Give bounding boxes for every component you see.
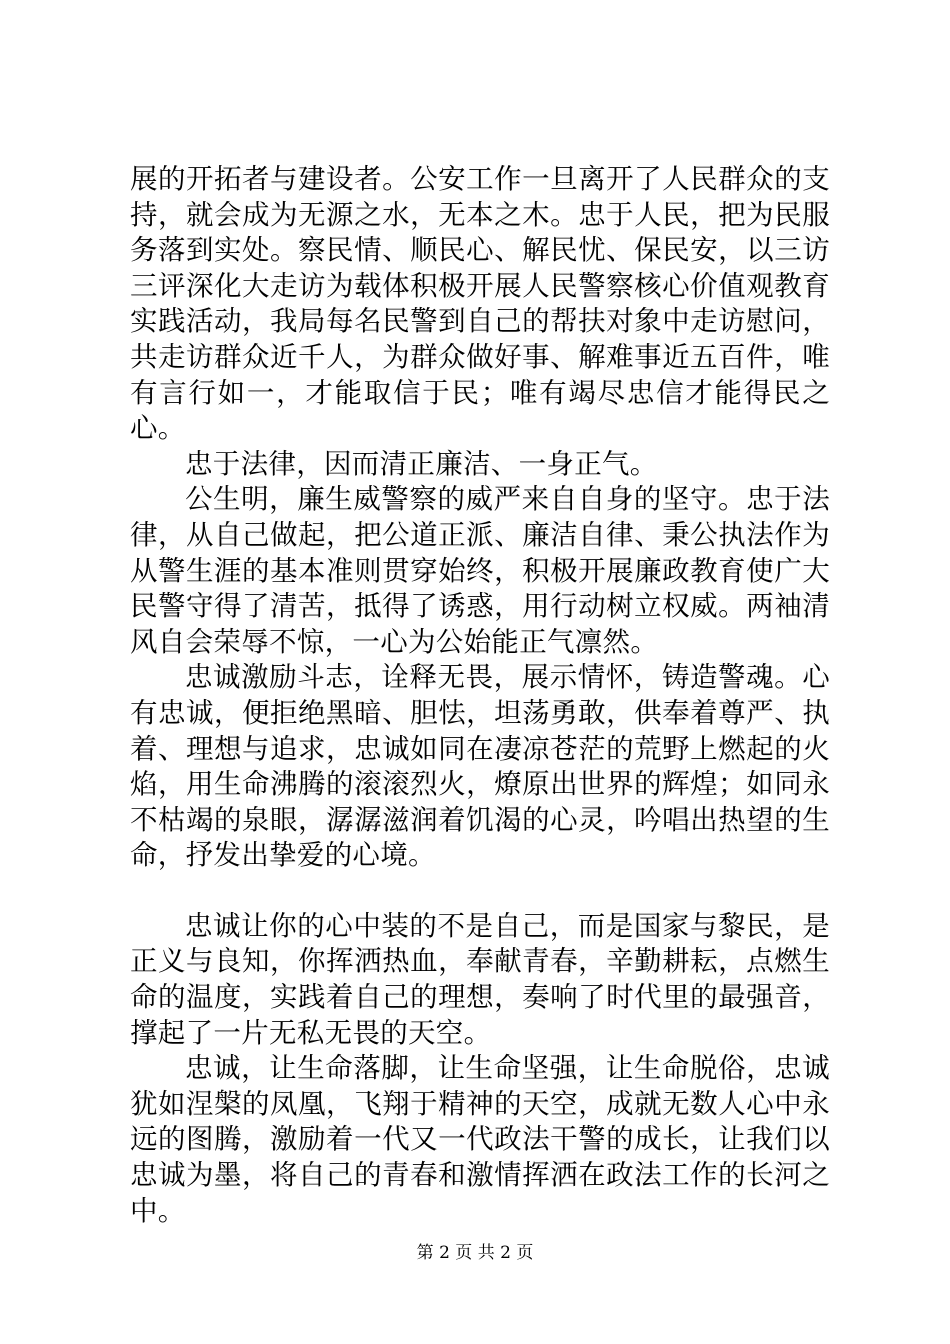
document-body xyxy=(130,162,830,1229)
paragraph-heading-law: 忠于法律，因而清正廉洁、一身正气。 xyxy=(185,447,658,480)
paragraph-loyalty-phoenix: 忠诚，让生命落脚，让生命坚强，让生命脱俗，忠诚犹如涅槃的凤凰，飞翔于精神的天空，成就无数人心中永远的图腾，激励着一代又一代政法干警的成长，让我们以忠诚为墨，将自己的青春和激情挥洒在政法工作的长河之中。 xyxy=(130,1052,830,1227)
paragraph-loyalty-spirit: 忠诚激励斗志，诠释无畏，展示情怀，铸造警魂。心有忠诚，便拒绝黑暗、胆怯，坦荡勇敢，供奉着尊严、执着、理想与追求，忠诚如同在凄凉苍茫的荒野上燃起的火焰，用生命沸腾的滚滚烈火，燎原出世界的辉煌；如同永不枯竭的泉眼，潺潺滋润着饥渴的心灵，吟唱出热望的生命，抒发出挚爱的心境。 xyxy=(130,661,830,872)
paragraph-loyalty-heart: 忠诚让你的心中装的不是自己，而是国家与黎民，是正义与良知，你挥洒热血，奉献青春，辛勤耕耘，点燃生命的温度，实践着自己的理想，奏响了时代里的最强音，撑起了一片无私无畏的天空。 xyxy=(130,909,830,1049)
paragraph-integrity: 公生明，廉生威警察的威严来自自身的坚守。忠于法律，从自己做起，把公道正派、廉洁自律、秉公执法作为从警生涯的基本准则贯穿始终，积极开展廉政教育使广大民警守得了清苦，抵得了诱惑，用行动树立权威。两袖清风自会荣辱不惊，一心为公始能正气凛然。 xyxy=(130,483,830,658)
paragraph-continuation: 展的开拓者与建设者。公安工作一旦离开了人民群众的支持，就会成为无源之水，无本之木。忠于人民，把为民服务落到实处。察民情、顺民心、解民忧、保民安，以三访三评深化大走访为载体积极开展人民警察核心价值观教育实践活动，我局每名民警到自己的帮扶对象中走访慰问，共走访群众近千人，为群众做好事、解难事近五百件，唯有言行如一，才能取信于民；唯有竭尽忠信才能得民之心。 xyxy=(130,163,830,445)
page-footer: 第 2 页 共 2 页 xyxy=(416,1243,534,1263)
